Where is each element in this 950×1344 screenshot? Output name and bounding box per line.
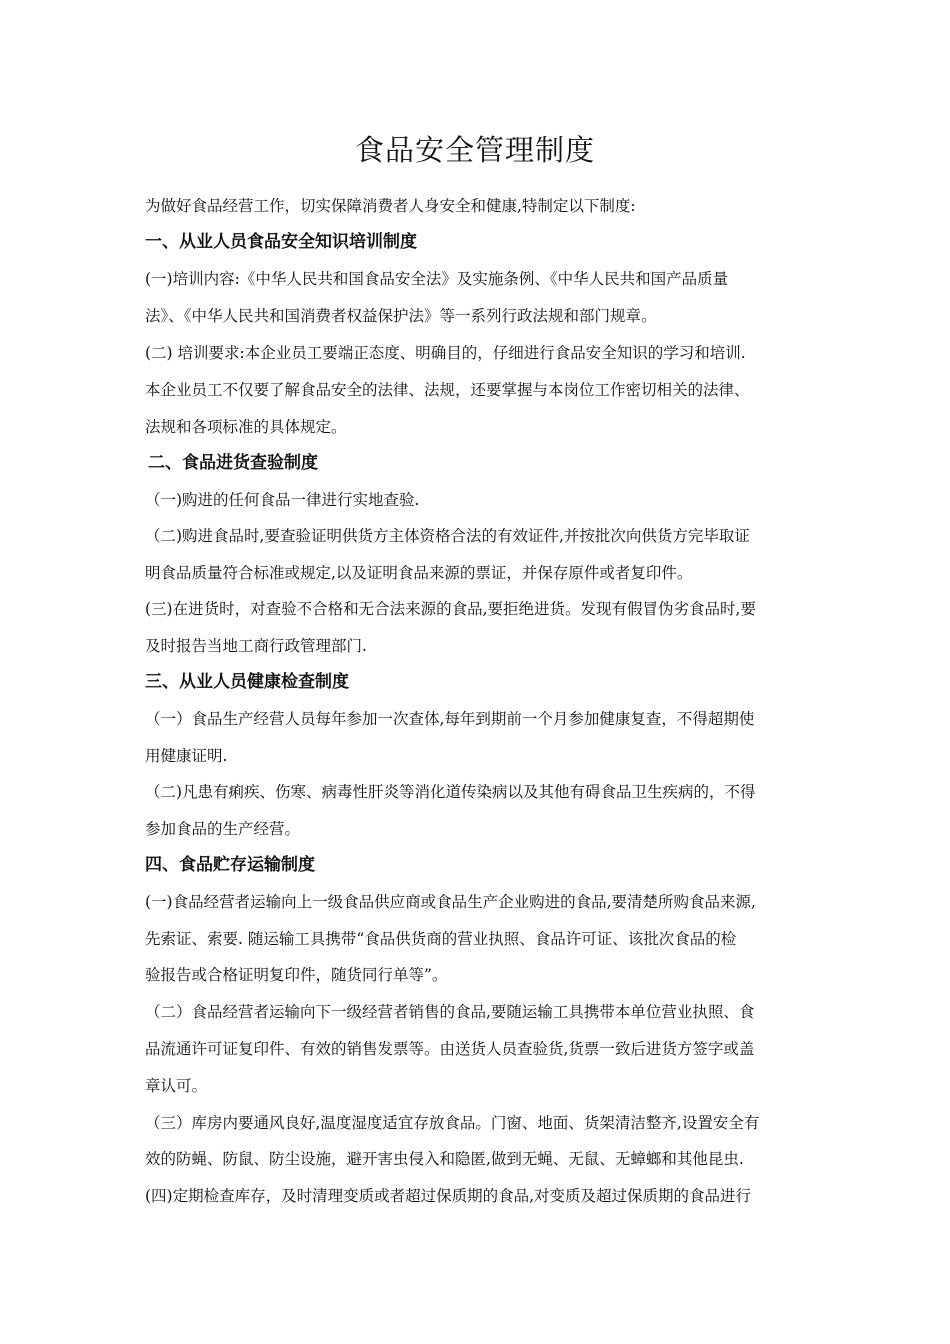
body-line: （二)凡患有痢疾、伤寒、病毒性肝炎等消化道传染病以及其他有碍食品卫生疾病的，不得	[145, 783, 756, 801]
body-line: 效的防蝇、防鼠、防尘设施，避开害虫侵入和隐匿,做到无蝇、无鼠、无蟑螂和其他昆虫.	[145, 1150, 744, 1168]
section-heading-health: 三、从业人员健康检查制度	[145, 672, 349, 692]
body-line: 及时报告当地工商行政管理部门.	[145, 637, 367, 655]
body-line: 参加食品的生产经营。	[145, 820, 301, 838]
body-line: （二)购进食品时,要查验证明供货方主体资格合法的有效证件,并按批次向供货方完毕取证	[145, 527, 750, 545]
section-heading-storage: 四、食品贮存运输制度	[145, 855, 315, 875]
body-line: (一)食品经营者运输向上一级食品供应商或食品生产企业购进的食品,要清楚所购食品来源,	[145, 893, 756, 911]
body-line: (二) 培训要求:本企业员工要端正态度、明确目的，仔细进行食品安全知识的学习和培训.	[145, 344, 746, 362]
body-line: 章认可。	[145, 1077, 208, 1095]
body-line: 明食品质量符合标准或规定,以及证明食品来源的票证，并保存原件或者复印件。	[145, 564, 693, 582]
body-line: （三）库房内要通风良好,温度湿度适宜存放食品。门窗、地面、货架清洁整齐,设置安全有	[145, 1114, 760, 1132]
document-title: 食品安全管理制度	[354, 133, 595, 167]
body-line: 本企业员工不仅要了解食品安全的法律、法规，还要掌握与本岗位工作密切相关的法律、	[145, 381, 750, 399]
intro-paragraph: 为做好食品经营工作，切实保障消费者人身安全和健康,特制定以下制度:	[145, 197, 636, 215]
body-line: （二）食品经营者运输向下一级经营者销售的食品,要随运输工具携带本单位营业执照、食	[145, 1003, 755, 1021]
body-line: 品流通许可证复印件、有效的销售发票等。由送货人员查验货,货票一致后进货方签字或盖	[145, 1040, 755, 1058]
body-line: 法规和各项标准的具体规定。	[145, 418, 347, 436]
body-line: (三)在进货时，对查验不合格和无合法来源的食品,要拒绝进货。发现有假冒伪劣食品时,要	[145, 600, 756, 618]
section-heading-inspection: 二、食品进货查验制度	[148, 453, 318, 473]
body-line: （一)购进的任何食品一律进行实地查验.	[145, 491, 420, 509]
body-line: 先索证、索要. 随运输工具携带“食品供货商的营业执照、食品许可证、该批次食品的检	[145, 930, 737, 948]
body-line: 用健康证明.	[145, 747, 228, 765]
body-line: 法》、《中华人民共和国消费者权益保护法》等一系列行政法规和部门规章。	[145, 307, 657, 325]
section-heading-training: 一、从业人员食品安全知识培训制度	[145, 232, 417, 252]
body-line: 验报告或合格证明复印件，随货同行单等”。	[145, 966, 448, 984]
body-line: （一）食品生产经营人员每年参加一次查体,每年到期前一个月参加健康复查，不得超期使	[145, 710, 755, 728]
body-line: (四)定期检查库存，及时清理变质或者超过保质期的食品,对变质及超过保质期的食品进行	[145, 1187, 752, 1205]
body-line: (一)培训内容:《中华人民共和国食品安全法》及实施条例、《中华人民共和国产品质量	[145, 270, 729, 288]
